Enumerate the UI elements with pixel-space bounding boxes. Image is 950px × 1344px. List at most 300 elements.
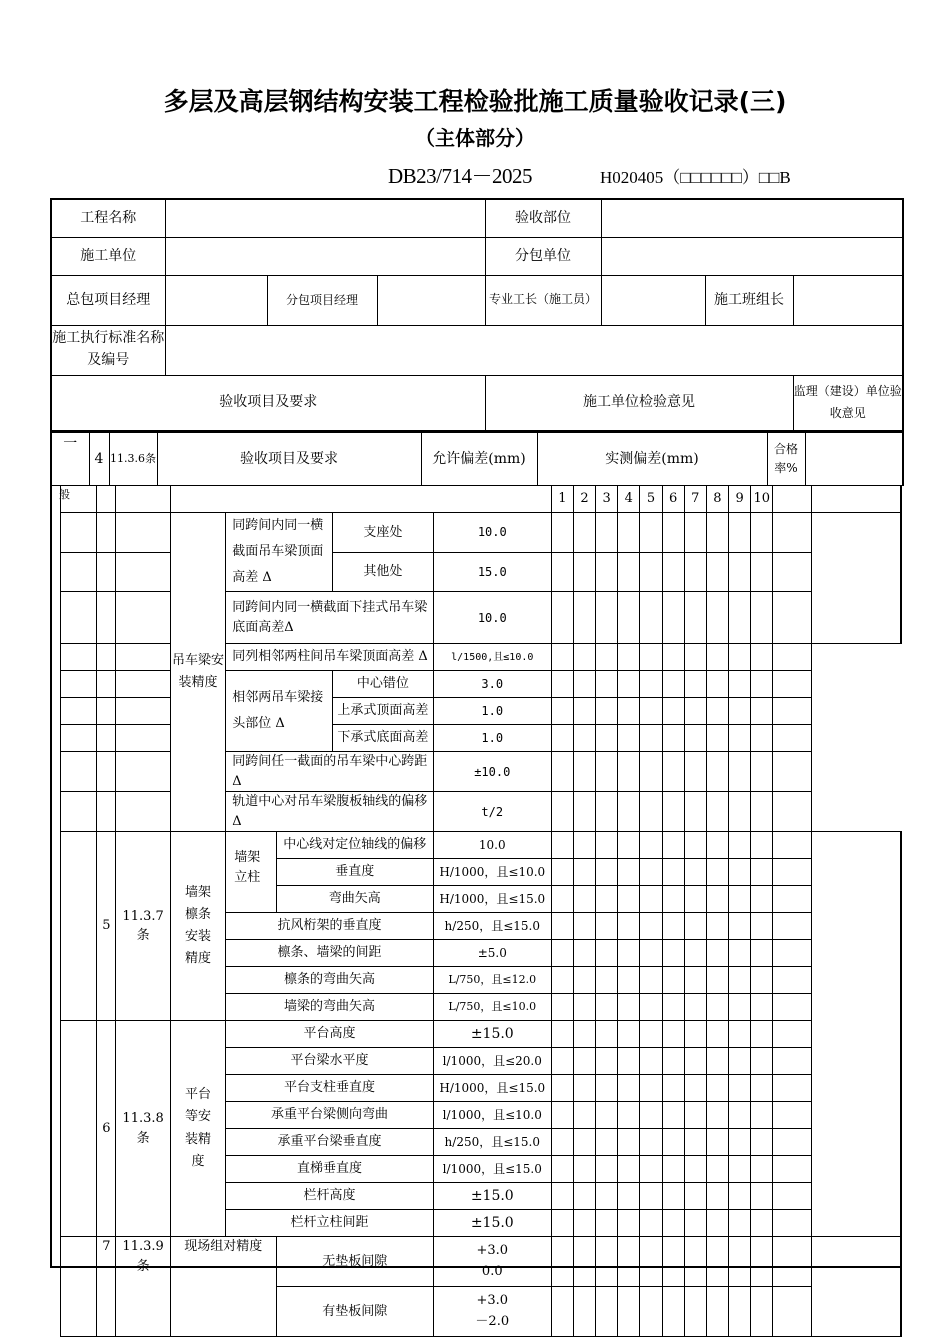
g4-r6-measure-2[interactable] [573,725,595,752]
g6-r4-measure-8[interactable] [706,1129,728,1156]
g6-r1-measure-1[interactable] [551,1048,573,1075]
g6-r0-measure-3[interactable] [596,1021,618,1048]
g4-r4-measure-4[interactable] [618,671,640,698]
g4-r5-pass-rate[interactable] [773,698,811,725]
g6-r5-measure-2[interactable] [573,1156,595,1183]
g4-r1-measure-2[interactable] [573,552,595,592]
g4-r0-measure-5[interactable] [640,513,662,553]
g4-r7-measure-8[interactable] [706,752,728,792]
g6-r6-measure-10[interactable] [751,1183,773,1210]
g7-r1-measure-10[interactable] [751,1287,773,1337]
g6-r2-measure-5[interactable] [640,1075,662,1102]
foreman-field[interactable] [601,275,705,325]
g6-r3-measure-5[interactable] [640,1102,662,1129]
g4-r4-measure-3[interactable] [596,671,618,698]
g4-r2-measure-5[interactable] [640,592,662,644]
g4-r7-pass-rate[interactable] [773,752,811,792]
g4-r5-measure-7[interactable] [684,698,706,725]
g6-r1-measure-2[interactable] [573,1048,595,1075]
g4-r4-measure-5[interactable] [640,671,662,698]
g6-r3-measure-8[interactable] [706,1102,728,1129]
g5-r4-measure-3[interactable] [596,940,618,967]
g4-r5-measure-1[interactable] [551,698,573,725]
g6-r6-measure-6[interactable] [662,1183,684,1210]
g4-r3-measure-8[interactable] [706,644,728,671]
g5-r2-measure-6[interactable] [662,886,684,913]
g5-r0-measure-1[interactable] [551,832,573,859]
g4-r8-measure-1[interactable] [551,792,573,832]
g4-r3-measure-7[interactable] [684,644,706,671]
g4-r7-measure-7[interactable] [684,752,706,792]
g7-r0-measure-8[interactable] [706,1237,728,1287]
g5-r6-measure-5[interactable] [640,994,662,1021]
g5-r4-measure-7[interactable] [684,940,706,967]
sub-pm-field[interactable] [377,275,485,325]
g4-r6-measure-6[interactable] [662,725,684,752]
g6-r6-measure-3[interactable] [596,1183,618,1210]
g4-r5-measure-5[interactable] [640,698,662,725]
g5-r0-measure-8[interactable] [706,832,728,859]
g6-r7-measure-9[interactable] [729,1210,751,1237]
g4-r5-measure-4[interactable] [618,698,640,725]
g4-r0-measure-4[interactable] [618,513,640,553]
g5-r2-measure-3[interactable] [596,886,618,913]
g4-r6-measure-9[interactable] [729,725,751,752]
g6-r3-measure-4[interactable] [618,1102,640,1129]
g4-r3-measure-2[interactable] [573,644,595,671]
g6-r7-pass-rate[interactable] [773,1210,811,1237]
g5-r2-measure-10[interactable] [751,886,773,913]
g5-r5-measure-7[interactable] [684,967,706,994]
g4-r0-measure-2[interactable] [573,513,595,553]
g5-r3-measure-7[interactable] [684,913,706,940]
g5-r3-measure-4[interactable] [618,913,640,940]
g4-r0-measure-1[interactable] [551,513,573,553]
g5-r1-measure-5[interactable] [640,859,662,886]
g4-r2-measure-2[interactable] [573,592,595,644]
g4-r2-measure-1[interactable] [551,592,573,644]
g7-r0-measure-2[interactable] [573,1237,595,1287]
g4-r1-measure-10[interactable] [751,552,773,592]
g4-r3-measure-6[interactable] [662,644,684,671]
g5-r0-measure-7[interactable] [684,832,706,859]
g6-r3-measure-2[interactable] [573,1102,595,1129]
g6-r3-measure-9[interactable] [729,1102,751,1129]
g6-r4-measure-4[interactable] [618,1129,640,1156]
g7-r1-measure-9[interactable] [729,1287,751,1337]
g4-r2-measure-8[interactable] [706,592,728,644]
g5-r6-measure-7[interactable] [684,994,706,1021]
g4-r4-measure-9[interactable] [729,671,751,698]
g6-r0-measure-7[interactable] [684,1021,706,1048]
g6-r2-measure-7[interactable] [684,1075,706,1102]
g4-r8-pass-rate[interactable] [773,792,811,832]
g6-r1-measure-8[interactable] [706,1048,728,1075]
g6-r1-measure-10[interactable] [751,1048,773,1075]
g5-r4-pass-rate[interactable] [773,940,811,967]
g5-r5-measure-1[interactable] [551,967,573,994]
g6-r2-measure-6[interactable] [662,1075,684,1102]
g5-r3-measure-10[interactable] [751,913,773,940]
g5-r4-measure-6[interactable] [662,940,684,967]
g7-r0-measure-4[interactable] [618,1237,640,1287]
g7-r0-measure-3[interactable] [596,1237,618,1287]
g7-r1-measure-6[interactable] [662,1287,684,1337]
g5-r4-measure-10[interactable] [751,940,773,967]
g5-r2-measure-2[interactable] [573,886,595,913]
g7-r0-measure-9[interactable] [729,1237,751,1287]
g6-r1-measure-3[interactable] [596,1048,618,1075]
g5-r3-measure-6[interactable] [662,913,684,940]
g6-r5-measure-4[interactable] [618,1156,640,1183]
g5-r6-measure-10[interactable] [751,994,773,1021]
g7-r1-measure-1[interactable] [551,1287,573,1337]
supervision-cell[interactable] [811,644,901,832]
g6-r5-measure-8[interactable] [706,1156,728,1183]
g4-r4-pass-rate[interactable] [773,671,811,698]
g4-r3-measure-3[interactable] [596,644,618,671]
g4-r6-measure-8[interactable] [706,725,728,752]
g4-r1-measure-4[interactable] [618,552,640,592]
g5-r1-measure-8[interactable] [706,859,728,886]
supervision-cell[interactable] [811,513,901,644]
g4-r3-measure-10[interactable] [751,644,773,671]
g4-r7-measure-5[interactable] [640,752,662,792]
g6-r6-measure-5[interactable] [640,1183,662,1210]
g7-r1-measure-4[interactable] [618,1287,640,1337]
g5-r6-measure-9[interactable] [729,994,751,1021]
g6-r0-measure-5[interactable] [640,1021,662,1048]
g4-r5-measure-2[interactable] [573,698,595,725]
g4-r7-measure-10[interactable] [751,752,773,792]
g5-r0-measure-4[interactable] [618,832,640,859]
g4-r8-measure-2[interactable] [573,792,595,832]
g6-r6-measure-1[interactable] [551,1183,573,1210]
g6-r6-measure-4[interactable] [618,1183,640,1210]
g6-r3-measure-7[interactable] [684,1102,706,1129]
g4-r6-measure-1[interactable] [551,725,573,752]
g7-r0-measure-5[interactable] [640,1237,662,1287]
g4-r0-measure-6[interactable] [662,513,684,553]
g4-r5-measure-10[interactable] [751,698,773,725]
g5-r0-pass-rate[interactable] [773,832,811,859]
g6-r4-measure-6[interactable] [662,1129,684,1156]
g6-r6-pass-rate[interactable] [773,1183,811,1210]
g4-r5-measure-3[interactable] [596,698,618,725]
g4-r1-measure-1[interactable] [551,552,573,592]
g6-r4-pass-rate[interactable] [773,1129,811,1156]
g5-r2-measure-7[interactable] [684,886,706,913]
g6-r1-pass-rate[interactable] [773,1048,811,1075]
g6-r4-measure-5[interactable] [640,1129,662,1156]
g5-r1-measure-7[interactable] [684,859,706,886]
g4-r8-measure-7[interactable] [684,792,706,832]
g6-r7-measure-6[interactable] [662,1210,684,1237]
g7-r0-measure-1[interactable] [551,1237,573,1287]
g5-r4-measure-2[interactable] [573,940,595,967]
g6-r5-pass-rate[interactable] [773,1156,811,1183]
g5-r1-measure-9[interactable] [729,859,751,886]
subcontract-unit-field[interactable] [601,237,903,275]
g4-r1-measure-8[interactable] [706,552,728,592]
g4-r2-measure-4[interactable] [618,592,640,644]
g6-r4-measure-10[interactable] [751,1129,773,1156]
g4-r1-measure-3[interactable] [596,552,618,592]
g6-r1-measure-5[interactable] [640,1048,662,1075]
g4-r3-measure-1[interactable] [551,644,573,671]
g4-r6-measure-7[interactable] [684,725,706,752]
g6-r0-measure-6[interactable] [662,1021,684,1048]
g6-r4-measure-9[interactable] [729,1129,751,1156]
g5-r5-measure-4[interactable] [618,967,640,994]
g6-r5-measure-6[interactable] [662,1156,684,1183]
g6-r6-measure-2[interactable] [573,1183,595,1210]
g4-r2-measure-3[interactable] [596,592,618,644]
g4-r5-measure-8[interactable] [706,698,728,725]
g5-r0-measure-2[interactable] [573,832,595,859]
g5-r5-measure-6[interactable] [662,967,684,994]
supervision-cell[interactable] [811,1237,901,1337]
g5-r4-measure-1[interactable] [551,940,573,967]
g6-r0-measure-1[interactable] [551,1021,573,1048]
g5-r2-measure-8[interactable] [706,886,728,913]
g5-r0-measure-9[interactable] [729,832,751,859]
g6-r7-measure-10[interactable] [751,1210,773,1237]
g7-r1-measure-5[interactable] [640,1287,662,1337]
supervision-cell[interactable] [811,486,901,513]
g6-r7-measure-4[interactable] [618,1210,640,1237]
g4-r4-measure-10[interactable] [751,671,773,698]
g6-r5-measure-10[interactable] [751,1156,773,1183]
g5-r6-measure-6[interactable] [662,994,684,1021]
g6-r2-measure-3[interactable] [596,1075,618,1102]
g6-r5-measure-7[interactable] [684,1156,706,1183]
g6-r7-measure-7[interactable] [684,1210,706,1237]
g6-r1-measure-9[interactable] [729,1048,751,1075]
g7-r0-measure-7[interactable] [684,1237,706,1287]
g4-r0-pass-rate[interactable] [773,513,811,553]
g6-r3-measure-1[interactable] [551,1102,573,1129]
g4-r2-pass-rate[interactable] [773,592,811,644]
g6-r1-measure-6[interactable] [662,1048,684,1075]
g4-r1-measure-6[interactable] [662,552,684,592]
g4-r2-measure-9[interactable] [729,592,751,644]
g4-r0-measure-3[interactable] [596,513,618,553]
g6-r2-measure-4[interactable] [618,1075,640,1102]
g7-r0-pass-rate[interactable] [773,1237,811,1287]
g6-r0-measure-4[interactable] [618,1021,640,1048]
g6-r1-measure-7[interactable] [684,1048,706,1075]
g4-r0-measure-7[interactable] [684,513,706,553]
g4-r7-measure-6[interactable] [662,752,684,792]
supervision-cell[interactable] [811,832,901,1237]
g5-r4-measure-5[interactable] [640,940,662,967]
g5-r5-measure-5[interactable] [640,967,662,994]
g6-r3-pass-rate[interactable] [773,1102,811,1129]
g4-r6-measure-5[interactable] [640,725,662,752]
g4-r6-pass-rate[interactable] [773,725,811,752]
g5-r6-pass-rate[interactable] [773,994,811,1021]
g7-r0-measure-6[interactable] [662,1237,684,1287]
g5-r5-measure-8[interactable] [706,967,728,994]
g5-r0-measure-3[interactable] [596,832,618,859]
g4-r8-measure-5[interactable] [640,792,662,832]
g7-r1-measure-3[interactable] [596,1287,618,1337]
g5-r5-measure-10[interactable] [751,967,773,994]
g5-r4-measure-4[interactable] [618,940,640,967]
g6-r7-measure-3[interactable] [596,1210,618,1237]
g4-r2-measure-7[interactable] [684,592,706,644]
g5-r5-measure-3[interactable] [596,967,618,994]
g5-r1-measure-2[interactable] [573,859,595,886]
g4-r7-measure-3[interactable] [596,752,618,792]
g6-r0-measure-10[interactable] [751,1021,773,1048]
g4-r7-measure-4[interactable] [618,752,640,792]
g4-r3-pass-rate[interactable] [773,644,811,671]
g4-r6-measure-10[interactable] [751,725,773,752]
g5-r3-measure-3[interactable] [596,913,618,940]
g4-r7-measure-1[interactable] [551,752,573,792]
g4-r2-measure-6[interactable] [662,592,684,644]
g4-r5-measure-9[interactable] [729,698,751,725]
g5-r4-measure-9[interactable] [729,940,751,967]
g6-r0-measure-2[interactable] [573,1021,595,1048]
g4-r1-measure-7[interactable] [684,552,706,592]
construction-unit-field[interactable] [165,237,485,275]
g4-r8-measure-6[interactable] [662,792,684,832]
project-name-field[interactable] [165,199,485,237]
g6-r7-measure-1[interactable] [551,1210,573,1237]
g4-r0-measure-9[interactable] [729,513,751,553]
standard-field[interactable] [165,325,903,375]
g4-r2-measure-10[interactable] [751,592,773,644]
g4-r3-measure-5[interactable] [640,644,662,671]
g6-r0-measure-8[interactable] [706,1021,728,1048]
g4-r0-measure-8[interactable] [706,513,728,553]
g4-r4-measure-6[interactable] [662,671,684,698]
g6-r5-measure-5[interactable] [640,1156,662,1183]
g5-r1-measure-10[interactable] [751,859,773,886]
g6-r4-measure-1[interactable] [551,1129,573,1156]
g5-r2-measure-9[interactable] [729,886,751,913]
g5-r0-measure-5[interactable] [640,832,662,859]
g6-r5-measure-9[interactable] [729,1156,751,1183]
g5-r2-pass-rate[interactable] [773,886,811,913]
g7-r1-pass-rate[interactable] [773,1287,811,1337]
acceptance-part-field[interactable] [601,199,903,237]
g5-r6-measure-2[interactable] [573,994,595,1021]
g4-r4-measure-1[interactable] [551,671,573,698]
g4-r1-measure-9[interactable] [729,552,751,592]
gc-pm-field[interactable] [165,275,267,325]
g5-r6-measure-8[interactable] [706,994,728,1021]
g5-r1-pass-rate[interactable] [773,859,811,886]
g5-r5-measure-9[interactable] [729,967,751,994]
g6-r5-measure-1[interactable] [551,1156,573,1183]
g7-r1-measure-2[interactable] [573,1287,595,1337]
g6-r6-measure-7[interactable] [684,1183,706,1210]
g6-r0-pass-rate[interactable] [773,1021,811,1048]
g6-r2-measure-8[interactable] [706,1075,728,1102]
g4-r4-measure-2[interactable] [573,671,595,698]
g5-r6-measure-3[interactable] [596,994,618,1021]
g4-r8-measure-10[interactable] [751,792,773,832]
g5-r1-measure-4[interactable] [618,859,640,886]
g5-r0-measure-10[interactable] [751,832,773,859]
g4-r5-measure-6[interactable] [662,698,684,725]
g6-r3-measure-10[interactable] [751,1102,773,1129]
g6-r2-measure-1[interactable] [551,1075,573,1102]
g5-r5-measure-2[interactable] [573,967,595,994]
g6-r4-measure-3[interactable] [596,1129,618,1156]
g7-r0-measure-10[interactable] [751,1237,773,1287]
g7-r1-measure-7[interactable] [684,1287,706,1337]
g5-r1-measure-1[interactable] [551,859,573,886]
g4-r3-measure-4[interactable] [618,644,640,671]
g5-r3-measure-8[interactable] [706,913,728,940]
g5-r6-measure-1[interactable] [551,994,573,1021]
g5-r2-measure-4[interactable] [618,886,640,913]
g5-r3-measure-2[interactable] [573,913,595,940]
g4-r7-measure-2[interactable] [573,752,595,792]
g4-r6-measure-4[interactable] [618,725,640,752]
supervision-cell[interactable] [805,433,903,486]
g4-r7-measure-9[interactable] [729,752,751,792]
g4-r1-measure-5[interactable] [640,552,662,592]
g4-r1-pass-rate[interactable] [773,552,811,592]
g5-r2-measure-1[interactable] [551,886,573,913]
g5-r3-pass-rate[interactable] [773,913,811,940]
g4-r4-measure-7[interactable] [684,671,706,698]
g6-r2-measure-2[interactable] [573,1075,595,1102]
g4-r3-measure-9[interactable] [729,644,751,671]
g6-r3-measure-6[interactable] [662,1102,684,1129]
g4-r4-measure-8[interactable] [706,671,728,698]
g5-r6-measure-4[interactable] [618,994,640,1021]
g5-r3-measure-9[interactable] [729,913,751,940]
g6-r5-measure-3[interactable] [596,1156,618,1183]
g7-r1-measure-8[interactable] [706,1287,728,1337]
g4-r8-measure-4[interactable] [618,792,640,832]
g4-r8-measure-9[interactable] [729,792,751,832]
g5-r5-pass-rate[interactable] [773,967,811,994]
g6-r0-measure-9[interactable] [729,1021,751,1048]
g6-r4-measure-2[interactable] [573,1129,595,1156]
g4-r6-measure-3[interactable] [596,725,618,752]
g5-r1-measure-3[interactable] [596,859,618,886]
g6-r7-measure-2[interactable] [573,1210,595,1237]
g6-r6-measure-8[interactable] [706,1183,728,1210]
g5-r4-measure-8[interactable] [706,940,728,967]
g4-r8-measure-8[interactable] [706,792,728,832]
g6-r2-pass-rate[interactable] [773,1075,811,1102]
g5-r2-measure-5[interactable] [640,886,662,913]
g6-r2-measure-9[interactable] [729,1075,751,1102]
g4-r8-measure-3[interactable] [596,792,618,832]
g6-r1-measure-4[interactable] [618,1048,640,1075]
g5-r0-measure-6[interactable] [662,832,684,859]
team-leader-field[interactable] [793,275,903,325]
g4-r0-measure-10[interactable] [751,513,773,553]
g6-r6-measure-9[interactable] [729,1183,751,1210]
g6-r2-measure-10[interactable] [751,1075,773,1102]
g6-r7-measure-5[interactable] [640,1210,662,1237]
g5-r1-measure-6[interactable] [662,859,684,886]
g6-r3-measure-3[interactable] [596,1102,618,1129]
g5-r3-measure-5[interactable] [640,913,662,940]
g5-r3-measure-1[interactable] [551,913,573,940]
g6-r7-measure-8[interactable] [706,1210,728,1237]
